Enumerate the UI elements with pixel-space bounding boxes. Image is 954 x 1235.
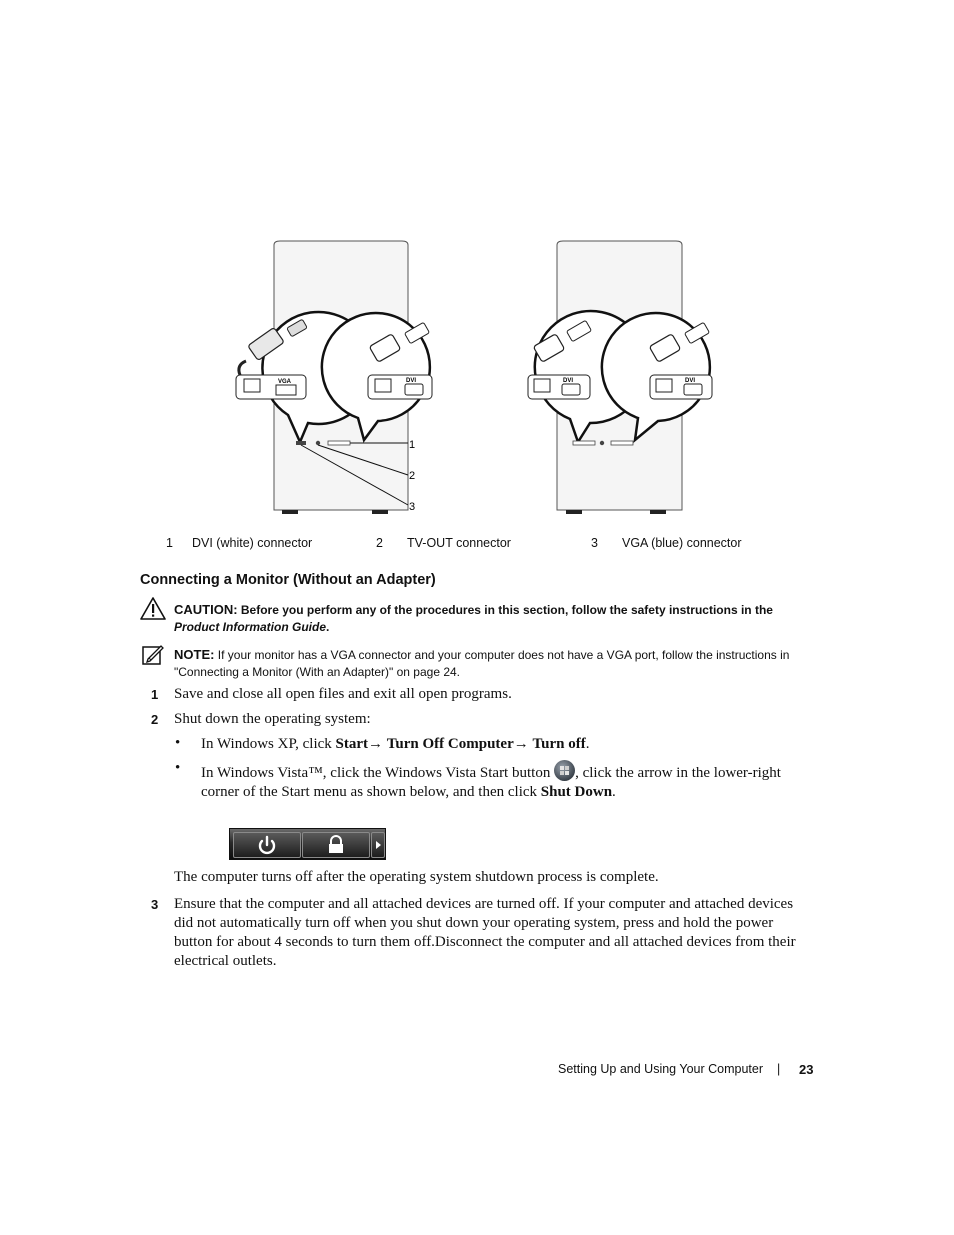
menu-start: Start	[335, 736, 369, 752]
bubble-label-vga: VGA	[278, 379, 292, 385]
step-number-3: 3	[151, 897, 159, 912]
step-number-2: 2	[151, 712, 159, 727]
arrow-2: →	[513, 736, 533, 752]
power-button[interactable]	[233, 832, 301, 858]
legend-item-1	[166, 536, 312, 550]
menu-arrow-button[interactable]	[371, 832, 385, 858]
bubble-label-dvi-right-2: DVI	[685, 378, 696, 384]
bullet-2: •	[175, 760, 181, 776]
step-1-text: Save and close all open files and exit all open programs.	[174, 686, 512, 702]
arrow-1: →	[368, 736, 387, 752]
windows-vista-start-icon	[554, 760, 575, 781]
bullet-1: •	[175, 735, 181, 751]
menu-shut-down: Shut Down	[540, 784, 613, 800]
note-text: If your monitor has a VGA connector and your computer does not have a VGA port, follow the instructions in "Connecting a Monitor (With an Adapter)" on page 24.	[174, 648, 790, 679]
back-panel-connectors-right	[573, 441, 633, 445]
bullet-1-text	[201, 735, 811, 754]
footer-section-title: Setting Up and Using Your Computer	[558, 1062, 763, 1076]
bullet-2-mid: , click the arrow in the lower-right corner of the Start menu as shown below, and then click	[201, 765, 781, 800]
step-number-1: 1	[151, 687, 159, 702]
caution-text: Before you perform any of the procedures in this section, follow the safety instructions in the	[240, 603, 773, 617]
footer-separator: |	[777, 1062, 781, 1076]
bullet-1-end: .	[585, 736, 590, 752]
callout-1: 1	[409, 439, 416, 451]
lock-button[interactable]	[302, 832, 370, 858]
page-number: 23	[799, 1062, 814, 1077]
step-3-text: Ensure that the computer and all attached devices are turned off. If your computer and attached devices did not automatically turn off when you shut down your operating system, press and hold the power button for about 4 seconds to turn them off.Disconnect the computer and all attached devices from their electrical outlets.	[174, 896, 796, 969]
legend-num: 1	[166, 536, 173, 550]
menu-turn-off-computer: Turn Off Computer	[386, 736, 514, 752]
menu-arrow-icon	[372, 833, 384, 857]
legend-label: TV-OUT connector	[407, 536, 511, 550]
vista-shutdown-button-strip	[229, 828, 386, 860]
section-heading: Connecting a Monitor (Without an Adapter)	[140, 572, 436, 588]
legend-num: 3	[591, 536, 598, 550]
menu-turn-off: Turn off	[532, 736, 586, 752]
caution-triangle-icon	[140, 597, 166, 620]
caution-block	[174, 601, 819, 636]
legend-label: VGA (blue) connector	[622, 536, 742, 550]
legend-item-3	[591, 536, 742, 550]
connector-illustration	[150, 235, 800, 525]
power-icon	[234, 833, 300, 857]
legend-item-2	[376, 536, 511, 550]
legend-label: DVI (white) connector	[192, 536, 313, 550]
note-block	[174, 646, 819, 681]
callout-2: 2	[409, 470, 416, 482]
step-2-text: Shut down the operating system:	[174, 711, 371, 727]
caution-doc-title: Product Information Guide	[174, 620, 326, 634]
bullet-2-end: .	[612, 784, 616, 800]
bubble-label-dvi-right-1: DVI	[563, 378, 574, 384]
callout-3: 3	[409, 501, 416, 513]
bullet-1-prefix: In Windows XP, click	[201, 736, 336, 752]
shutdown-complete-text: The computer turns off after the operating system shutdown process is complete.	[174, 869, 659, 885]
bullet-2-text	[201, 760, 811, 802]
caution-end: .	[326, 620, 330, 634]
caution-lead: CAUTION:	[174, 602, 238, 617]
bullet-2-prefix: In Windows Vista™, click the Windows Vista Start button	[201, 765, 555, 781]
note-lead: NOTE:	[174, 647, 215, 662]
lock-icon	[303, 833, 369, 857]
bubble-label-dvi-left: DVI	[406, 378, 417, 384]
legend-num: 2	[376, 536, 383, 550]
note-pencil-icon	[142, 644, 164, 666]
